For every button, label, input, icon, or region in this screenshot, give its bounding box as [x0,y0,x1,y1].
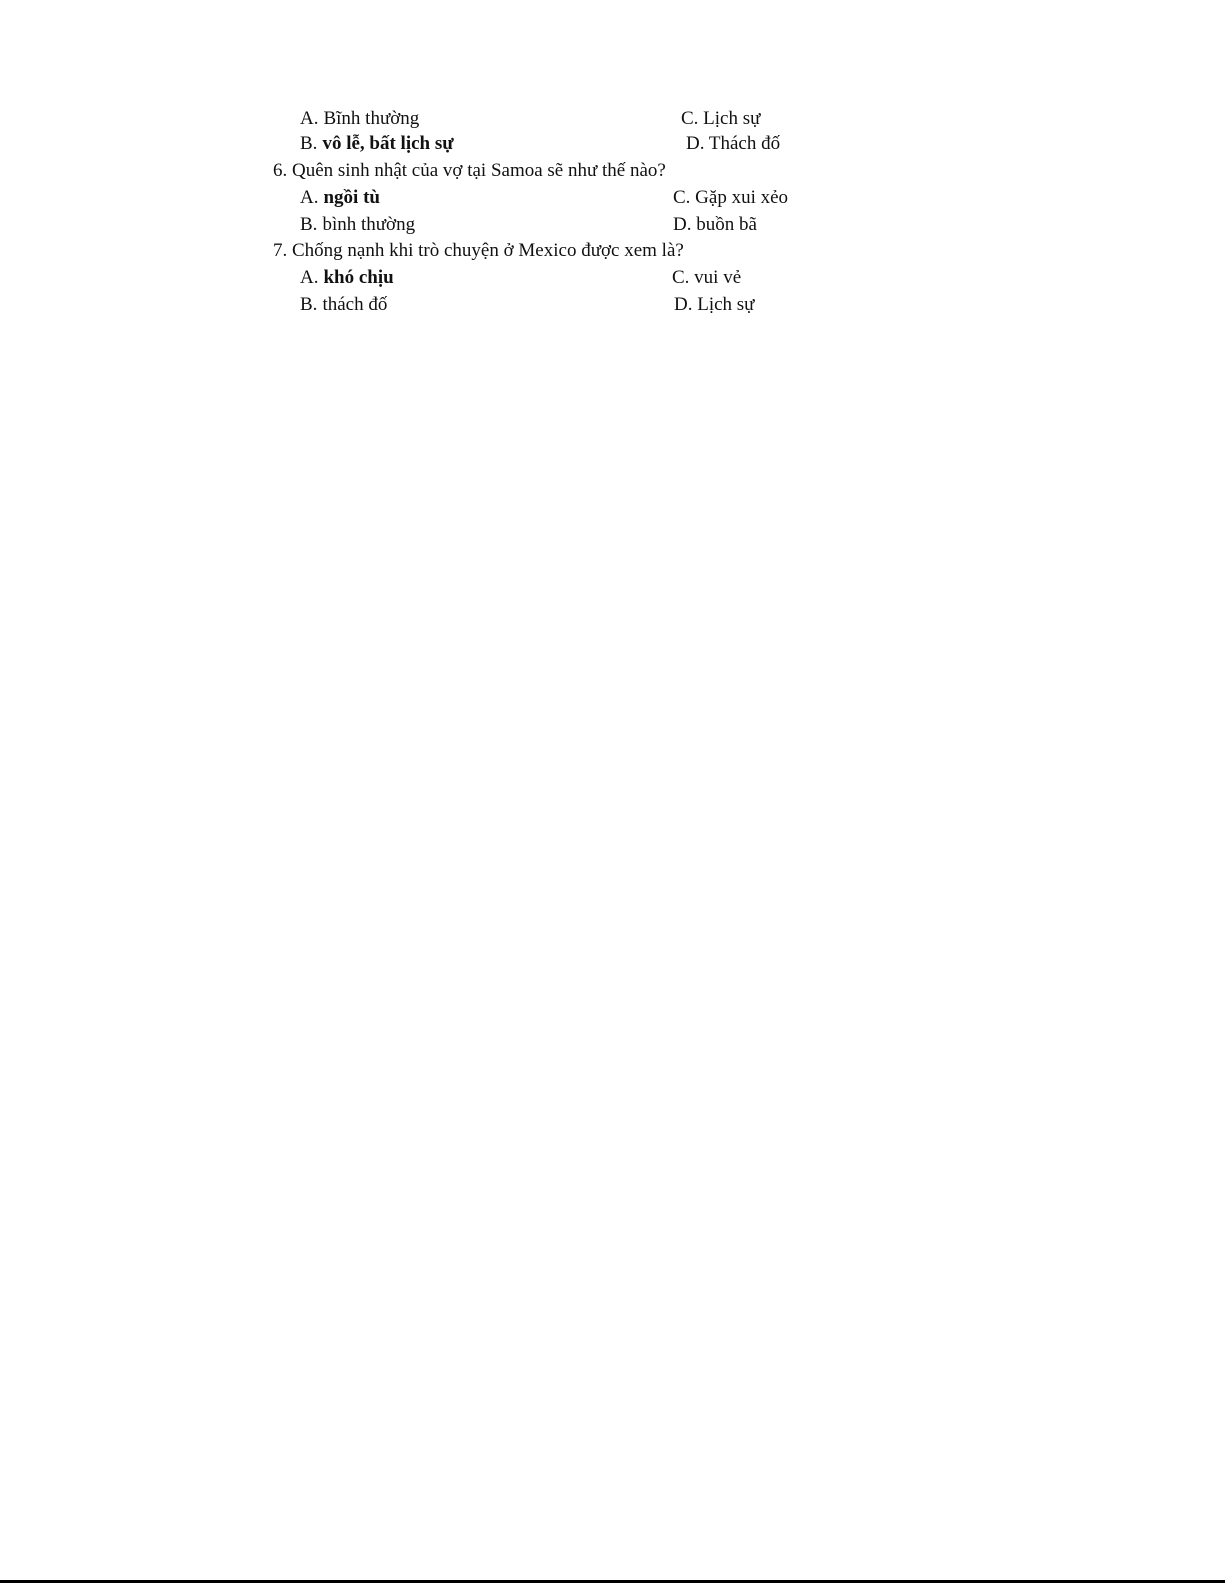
q6-option-c: C. Gặp xui xẻo [673,187,789,208]
q7-question: 7. Chống nạnh khi trò chuyện ở Mexico được xem là? [273,240,684,261]
q5-option-a [300,107,419,131]
q7-option-b-text: thách đố [322,294,388,315]
q7-option-a-letter: A. [300,267,319,288]
q5-option-d: D. Thách đố [686,133,781,154]
q6-option-b-letter: B. [300,214,318,235]
q6-option-b [300,213,415,237]
q5-option-a-letter: A. [300,108,319,129]
page-bottom-rule [0,1580,1225,1583]
q5-option-b [300,132,454,156]
q5-option-b-letter: B. [300,133,318,154]
q5-option-a-text: Bĩnh thường [323,108,420,129]
q7-option-a-text: khó chịu [323,267,394,288]
q6-option-d: D. buồn bã [673,214,757,235]
q6-option-b-text: bình thường [322,214,416,235]
q7-option-c: C. vui vẻ [672,267,742,288]
q7-option-d: D. Lịch sự [674,294,755,315]
q6-option-a [300,186,380,210]
q6-option-a-text: ngồi tù [323,187,380,208]
q6-option-a-letter: A. [300,187,319,208]
q5-option-b-text: vô lễ, bất lịch sự [322,133,454,154]
q5-option-c: C. Lịch sự [681,108,761,129]
q7-option-a [300,266,394,290]
q7-option-b-letter: B. [300,294,318,315]
q7-option-b [300,293,387,317]
q6-question: 6. Quên sinh nhật của vợ tại Samoa sẽ như thế nào? [273,160,666,181]
